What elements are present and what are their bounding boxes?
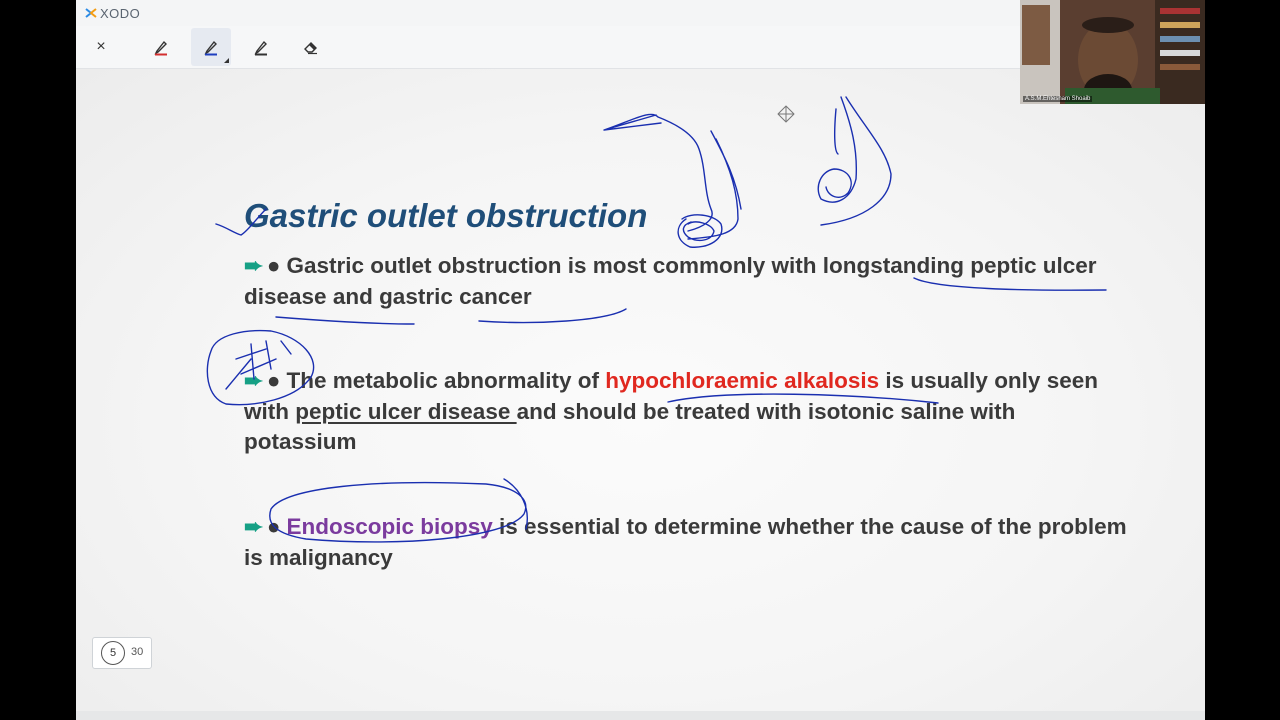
bullet-2-highlight: hypochloraemic alkalosis <box>605 368 880 393</box>
xodo-logo <box>84 5 140 21</box>
pen-red-icon <box>152 38 170 56</box>
xodo-app <box>76 0 1205 720</box>
webcam-video <box>1020 0 1205 104</box>
bullet-2-post: and should be treated with isotonic saline with potassium <box>244 398 1016 454</box>
brand-name: XODO <box>100 5 141 21</box>
bullet-3-post: is essential to determine whether the cause of the problem is malignancy <box>244 514 1127 570</box>
close-toolbar-button[interactable] <box>81 28 121 66</box>
tool-options-indicator <box>224 58 229 63</box>
webcam-participant-name: A.S.M.Ehtesham Shoaib <box>1025 96 1091 102</box>
dot-bullet-icon: ● <box>266 368 281 393</box>
total-pages: 30 <box>131 646 144 658</box>
slide-title: Gastric outlet obstruction <box>244 197 648 234</box>
bullet-2-mid: is usually only seen with <box>244 368 1098 424</box>
eraser-icon <box>302 38 320 56</box>
dot-bullet-icon: ● <box>266 514 281 539</box>
arrow-bullet-icon: ➨ <box>244 368 263 393</box>
pen-blue-button[interactable] <box>191 28 231 66</box>
bullet-3 <box>244 512 1134 573</box>
pen-black-button[interactable] <box>241 28 281 66</box>
bullet-3-highlight: Endoscopic biopsy <box>286 514 493 539</box>
bullet-2 <box>244 366 1134 458</box>
pen-blue-icon <box>202 38 220 56</box>
arrow-bullet-icon: ➨ <box>244 253 263 278</box>
pen-black-icon <box>252 38 270 56</box>
bottom-bar <box>76 711 1205 720</box>
pen-red-button[interactable] <box>141 28 181 66</box>
bullet-1 <box>244 251 1134 312</box>
cursor-move-icon <box>778 106 794 122</box>
current-page[interactable]: 5 <box>101 641 125 665</box>
document-canvas[interactable] <box>76 69 1205 711</box>
bullet-2-pre: The metabolic abnormality of <box>286 368 606 393</box>
webcam-overlay <box>1020 0 1205 104</box>
dot-bullet-icon: ● <box>266 253 281 278</box>
underline-ulcer-disease-ink <box>276 317 414 324</box>
page-indicator[interactable] <box>92 637 152 669</box>
eraser-button[interactable] <box>291 28 331 66</box>
arrow-bullet-icon: ➨ <box>244 514 263 539</box>
bullet-1-text: Gastric outlet obstruction is most commonly with longstanding peptic ulcer disease and gastric cancer <box>244 253 1097 309</box>
xodo-logo-icon <box>84 6 98 20</box>
bullet-2-underlined: peptic ulcer disease <box>295 398 517 424</box>
duodenum-sketch-ink <box>818 97 891 225</box>
close-icon: × <box>96 38 106 55</box>
